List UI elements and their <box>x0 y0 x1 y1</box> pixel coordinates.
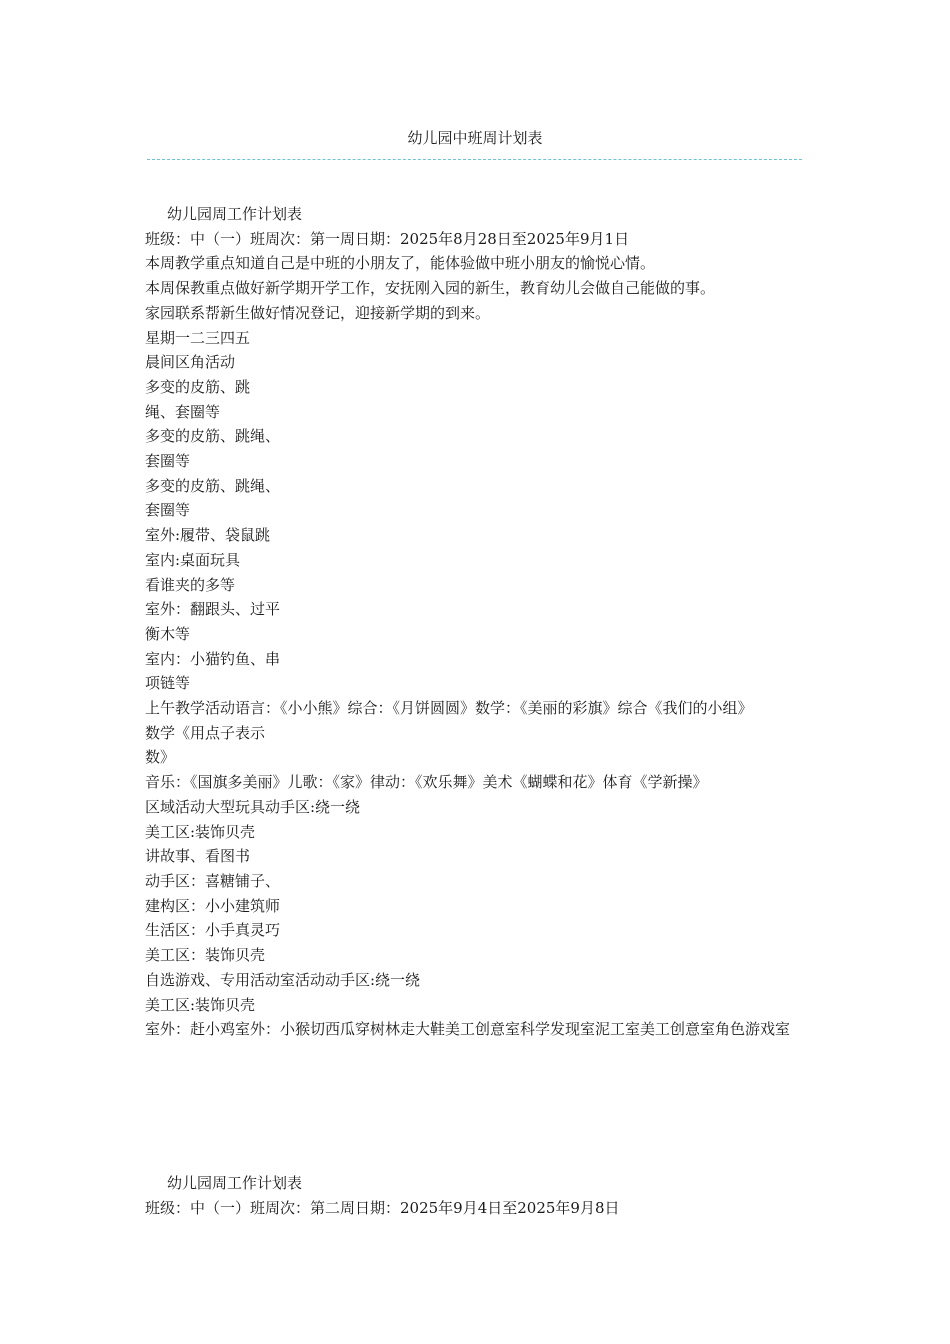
text-line: 室内:桌面玩具 <box>145 550 241 569</box>
text-line: 衡木等 <box>145 624 191 643</box>
music-line: 音乐：《国旗多美丽》儿歌：《家》律动：《欢乐舞》美术《蝴蝶和花》体育《学新操》 <box>145 773 708 792</box>
text-line: 室外：翻跟头、过平 <box>145 600 281 619</box>
text-line: 美工区:装饰贝壳 <box>145 822 256 841</box>
text-line: 生活区：小手真灵巧 <box>145 921 281 940</box>
text-line: 看谁夹的多等 <box>145 575 236 594</box>
page-title: 幼儿园中班周计划表 <box>407 129 543 147</box>
weekly-plan-section-2 <box>145 1171 810 1220</box>
free-play-line: 自选游戏、专用活动室活动动手区:绕一绕 <box>145 970 421 989</box>
care-focus-line: 本周保教重点做好新学期开学工作，安抚刚入园的新生，教育幼儿会做自己能做的事。 <box>145 279 716 298</box>
text-line: 多变的皮筋、跳绳、 <box>145 427 281 446</box>
section-heading: 幼儿园周工作计划表 <box>167 205 303 223</box>
text-line: 多变的皮筋、跳 <box>145 377 251 396</box>
title-dashed-divider <box>147 159 802 160</box>
text-line: 多变的皮筋、跳绳、 <box>145 476 281 495</box>
home-contact-line: 家园联系帮新生做好情况登记，迎接新学期的到来。 <box>145 303 491 322</box>
outdoor-activity-line: 室外：赶小鸡室外：小猴切西瓜穿树林走大鞋美工创意室科学发现室泥工室美工创意室角色游戏室 <box>145 1020 791 1039</box>
text-line: 绳、套圈等 <box>145 402 221 421</box>
class-info-line: 班级：中（一）班周次：第一周日期：2025年8月28日至2025年9月1日 <box>145 229 630 248</box>
text-line: 套圈等 <box>145 452 191 471</box>
morning-teaching-line: 上午教学活动语言：《小小熊》综合：《月饼圆圆》数学：《美丽的彩旗》综合《我们的小组》 <box>145 699 753 718</box>
text-line: 数》 <box>145 748 176 767</box>
text-line: 美工区:装饰贝壳 <box>145 995 256 1014</box>
morning-activity-label: 晨间区角活动 <box>145 353 236 372</box>
text-line: 建构区：小小建筑师 <box>145 896 281 915</box>
section-heading: 幼儿园周工作计划表 <box>167 1174 303 1192</box>
text-line: 室内：小猫钓鱼、串 <box>145 649 281 668</box>
text-line: 动手区：喜糖铺子、 <box>145 871 281 890</box>
text-line: 美工区：装饰贝壳 <box>145 946 266 965</box>
teaching-focus-line: 本周教学重点知道自己是中班的小朋友了，能体验做中班小朋友的愉悦心情。 <box>145 254 656 273</box>
text-line: 讲故事、看图书 <box>145 847 251 866</box>
text-line: 项链等 <box>145 674 191 693</box>
weekly-plan-section-1 <box>145 202 810 1042</box>
class-info-line: 班级：中（一）班周次：第二周日期：2025年9月4日至2025年9月8日 <box>145 1198 620 1217</box>
weekday-header-line: 星期一二三四五 <box>145 328 251 347</box>
area-activity-line: 区域活动大型玩具动手区:绕一绕 <box>145 797 361 816</box>
text-line: 数学《用点子表示 <box>145 723 266 742</box>
text-line: 室外:履带、袋鼠跳 <box>145 526 271 545</box>
text-line: 套圈等 <box>145 501 191 520</box>
